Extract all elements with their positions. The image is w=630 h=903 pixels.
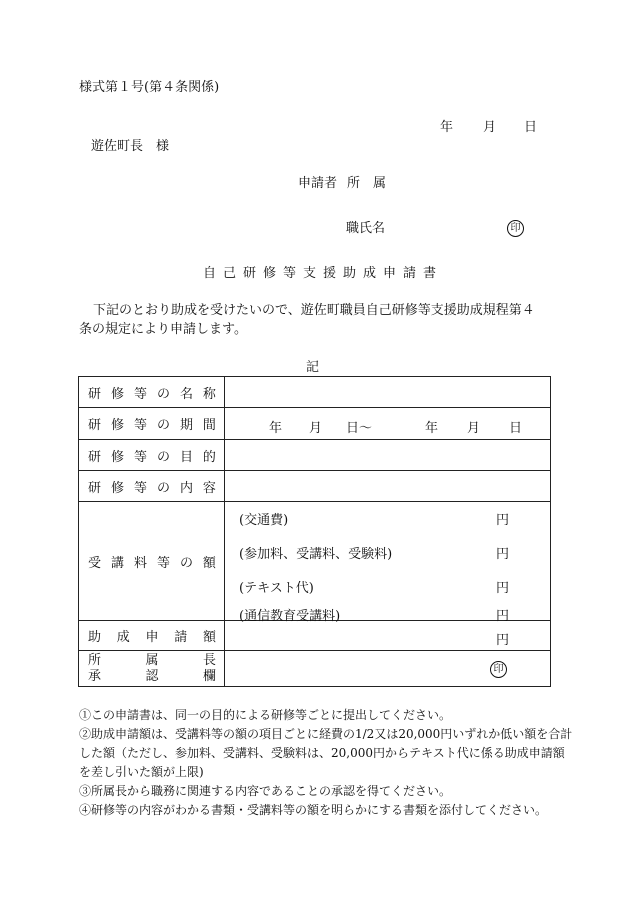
training-purpose-label-cell: [79, 440, 225, 471]
period-end-year: 年: [425, 421, 439, 436]
training-content-label-cell: [79, 471, 225, 502]
application-table: [78, 376, 551, 687]
affiliation-label: 所 属: [347, 176, 387, 191]
note-3: ③所属長から職務に関連する内容であることの承認を得てください。: [79, 784, 452, 798]
fee-unit: 円: [496, 581, 510, 596]
grant-label: 助 成 申 請 額: [88, 630, 216, 645]
date-year-label: 年: [440, 120, 454, 135]
period-start-year: 年: [269, 421, 283, 436]
period-start-day: 日～: [346, 421, 373, 436]
grant-amount-row: [79, 621, 551, 651]
training-period-label: 研 修 等 の 期 間: [88, 418, 216, 433]
approval-row: [79, 651, 551, 687]
training-name-label-cell: [79, 377, 225, 408]
form-number: 様式第１号(第４条関係): [79, 80, 220, 95]
period-end-day: 日: [509, 421, 523, 436]
training-period-row: [79, 408, 551, 440]
fee-line-correspondence[interactable]: [225, 604, 550, 624]
training-name-value[interactable]: [225, 377, 551, 408]
fee-line-participation[interactable]: [225, 536, 550, 570]
training-content-row: [79, 471, 551, 502]
approval-label-line2: 承 認 欄: [88, 668, 216, 684]
note-4: ④研修等の内容がわかる書類・受講料等の額を明らかにする書類を添付してください。: [79, 803, 548, 817]
training-content-value[interactable]: [225, 471, 551, 502]
approval-seal: 印: [490, 661, 507, 678]
body-text-line2: 条の規定により申請します。: [79, 322, 247, 337]
grant-unit: 円: [496, 633, 510, 648]
notes: [79, 706, 573, 820]
approval-label-line1: 所 属 長: [88, 652, 216, 668]
training-period-label-cell: [79, 408, 225, 440]
addressee: 遊佐町長 様: [91, 139, 170, 154]
training-purpose-label: 研 修 等 の 目 的: [88, 449, 216, 465]
date-day-label: 日: [524, 120, 538, 135]
document-title: 自己研修等支援助成申請書: [203, 266, 444, 281]
fee-label: 受 講 料 等 の 額: [88, 555, 216, 571]
applicant-seal: 印: [507, 220, 524, 237]
note-1: ①この申請書は、同一の目的による研修等ごとに提出してください。: [79, 708, 452, 722]
approval-seal-cell[interactable]: [225, 651, 551, 687]
fee-line-textbook[interactable]: [225, 570, 550, 604]
fee-name: (参加料、受講料、受験料): [239, 547, 393, 562]
note-2-line3: を差し引いた額が上限): [79, 765, 204, 779]
fee-values: [225, 502, 551, 624]
training-name-row: [79, 377, 551, 408]
note-2-line1: ②助成申請額は、受講料等の額の項目ごとに経費の1/2又は20,000円いずれか低い額を合計: [79, 727, 573, 741]
applicant-label: 申請者: [298, 176, 338, 191]
fee-unit: 円: [496, 609, 510, 624]
fee-name: (通信教育受講料): [239, 609, 341, 624]
grant-label-cell: [79, 621, 225, 651]
period-end-month: 月: [467, 421, 481, 436]
grant-amount-value[interactable]: [225, 621, 551, 651]
training-purpose-row: [79, 440, 551, 471]
record-mark: 記: [306, 360, 320, 375]
fee-unit: 円: [496, 547, 510, 562]
body-text-line1: 下記のとおり助成を受けたいので、遊佐町職員自己研修等支援助成規程第４: [93, 303, 535, 318]
fee-unit: 円: [496, 513, 510, 528]
period-fields: [225, 408, 550, 439]
fee-line-transport[interactable]: [225, 502, 550, 536]
period-start-month: 月: [309, 421, 323, 436]
fee-name: (テキスト代): [239, 581, 314, 596]
fee-name: (交通費): [239, 513, 289, 528]
training-content-label: 研 修 等 の 内 容: [88, 480, 216, 496]
training-name-label: 研 修 等 の 名 称: [88, 386, 216, 402]
name-label: 職氏名: [346, 221, 386, 236]
approval-label-cell: [79, 651, 225, 687]
fee-label-cell: [79, 502, 225, 621]
training-period-value[interactable]: [225, 408, 551, 440]
training-purpose-value[interactable]: [225, 440, 551, 471]
fee-row: [79, 502, 551, 621]
note-2-line2: した額（ただし、参加料、受講料、受験料は、20,000円からテキスト代に係る助成申請額: [79, 746, 565, 760]
date-month-label: 月: [483, 120, 497, 135]
